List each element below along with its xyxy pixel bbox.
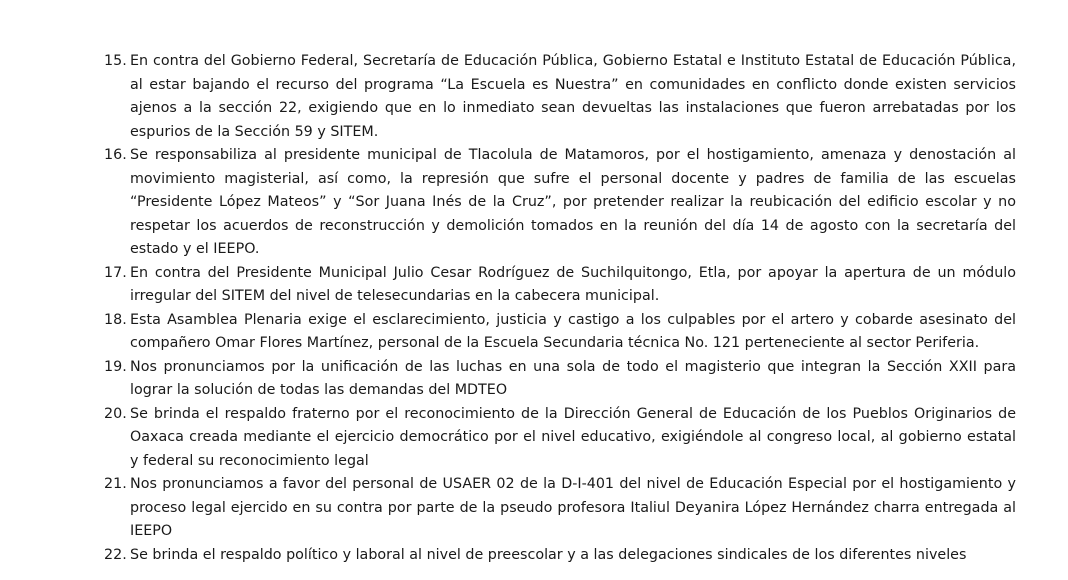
item-text: En contra del Presidente Municipal Julio Cesar Rodríguez de Suchilquitongo, Etla, por apoyar la apertura de un módulo irregular del SITEM del nivel de telesecundarias en la cabecera municipal. xyxy=(130,264,1016,304)
item-text: Se brinda el respaldo político y laboral al nivel de preescolar y a las delegaciones sindicales de los diferentes niveles xyxy=(130,546,967,563)
item-number: 20. xyxy=(104,405,127,422)
resolutions-list xyxy=(104,50,1016,567)
item-text: Nos pronunciamos a favor del personal de USAER 02 de la D-I-401 del nivel de Educación Especial por el hostigamiento y proceso legal ejercido en su contra por parte de la pseudo profesora Italiul Deyanira López Hernández charra entregada al IEEPO xyxy=(130,476,1016,539)
item-text: En contra del Gobierno Federal, Secretaría de Educación Pública, Gobierno Estatal e Instituto Estatal de Educación Pública, al estar bajando el recurso del programa “La Escuela es Nuestra” en comunidades en conflicto donde existen servicios ajenos a la sección 22, exigiendo que en lo inmediato sean devueltas las instalaciones que fueron arrebatadas por los espurios de la Sección 59 y SITEM. xyxy=(130,53,1016,140)
item-number: 15. xyxy=(104,53,127,69)
item-number: 22. xyxy=(104,546,127,563)
list-item-19 xyxy=(104,356,1016,403)
item-number: 16. xyxy=(104,147,127,163)
item-number: 19. xyxy=(104,358,127,375)
list-item-21 xyxy=(104,473,1016,544)
item-text: Esta Asamblea Plenaria exige el esclarecimiento, justicia y castigo a los culpables por el artero y cobarde asesinato del compañero Omar Flores Martínez, personal de la Escuela Secundaria técnica No. 121 perteneciente al sector Periferia. xyxy=(130,311,1016,351)
item-number: 21. xyxy=(104,476,127,492)
list-item-18 xyxy=(104,309,1016,356)
list-item-17 xyxy=(104,262,1016,309)
list-item-22 xyxy=(104,544,1016,568)
item-number: 17. xyxy=(104,264,127,281)
list-item-20 xyxy=(104,403,1016,474)
list-item-15 xyxy=(104,50,1016,144)
item-text: Se responsabiliza al presidente municipal de Tlacolula de Matamoros, por el hostigamiento, amenaza y denostación al movimiento magisterial, así como, la represión que sufre el personal docente y padres de familia de las escuelas “Presidente López Mateos” y “Sor Juana Inés de la Cruz”, por pretender realizar la reubicación del edificio escolar y no respetar los acuerdos de reconstrucción y demolición tomados en la reunión del día 14 de agosto con la secretaría del estado y el IEEPO. xyxy=(130,147,1016,257)
item-number: 18. xyxy=(104,311,127,328)
item-text: Se brinda el respaldo fraterno por el reconocimiento de la Dirección General de Educación de los Pueblos Originarios de Oaxaca creada mediante el ejercicio democrático por el nivel educativo, exigiéndole al congreso local, al gobierno estatal y federal su reconocimiento legal xyxy=(130,405,1016,469)
list-item-16 xyxy=(104,144,1016,262)
item-text: Nos pronunciamos por la unificación de las luchas en una sola de todo el magisterio que integran la Sección XXII para lograr la solución de todas las demandas del MDTEO xyxy=(130,358,1016,398)
